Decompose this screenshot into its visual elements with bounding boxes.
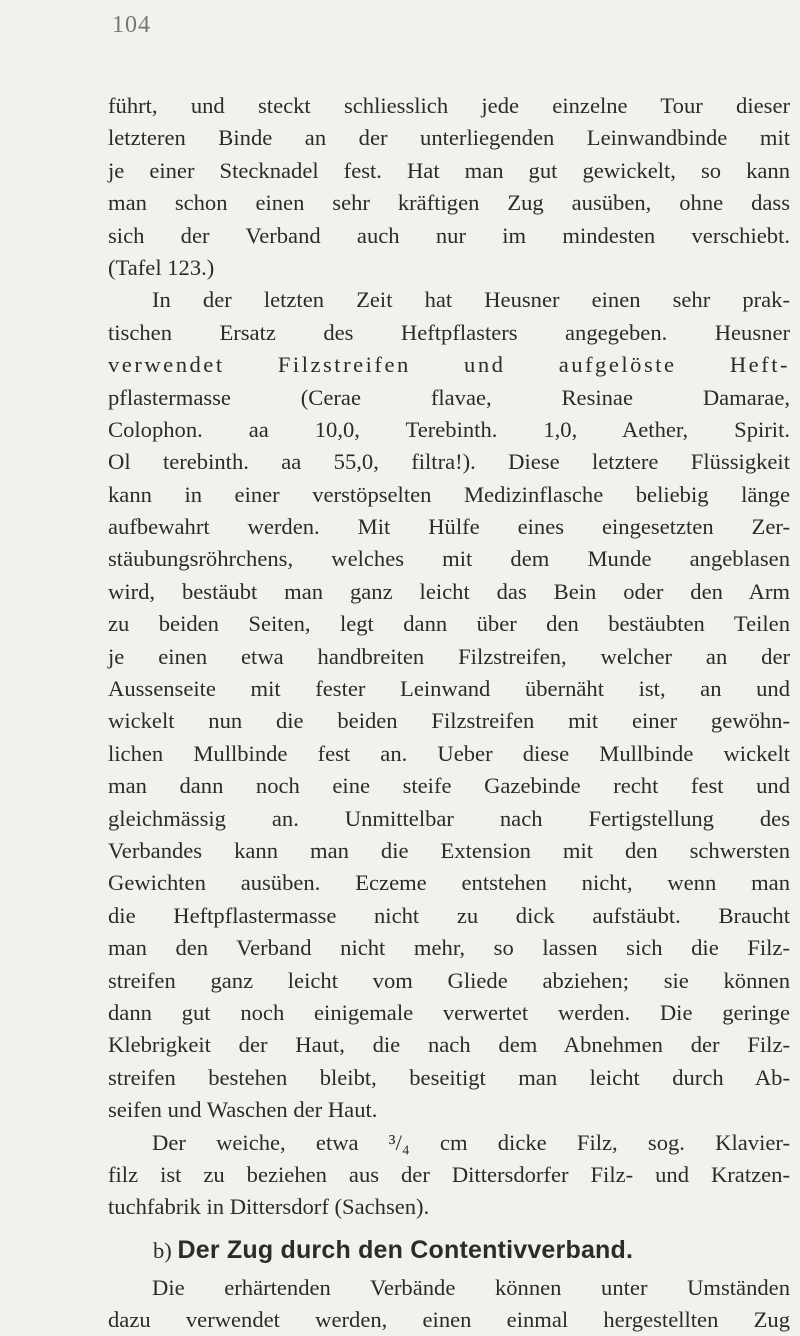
text-line: verwendet Filzstreifen und aufgelöste Heft-: [108, 352, 790, 378]
text-line: streifen ganz leicht vom Gliede abziehen; sie können: [108, 967, 790, 993]
text-line: Klebrigkeit der Haut, die nach dem Abnehmen der Filz-: [108, 1032, 790, 1058]
text-line: man schon einen sehr kräftigen Zug ausüben, ohne dass: [108, 190, 790, 216]
text-line: Colophon. aa 10,0, Terebinth. 1,0, Aether, Spirit.: [108, 416, 790, 442]
text-line: wickelt nun die beiden Filzstreifen mit einer gewöhn-: [108, 708, 790, 734]
text-line: je einer Stecknadel fest. Hat man gut gewickelt, so kann: [108, 157, 790, 183]
text-line: Ol terebinth. aa 55,0, filtra!). Diese letztere Flüssigkeit: [108, 449, 790, 475]
text-line: zu beiden Seiten, legt dann über den bestäubten Teilen: [108, 611, 790, 637]
text-line: lichen Mullbinde fest an. Ueber diese Mullbinde wickelt: [108, 740, 790, 766]
text-line: die Heftpflastermasse nicht zu dick aufstäubt. Braucht: [108, 902, 790, 928]
text-line: aufbewahrt werden. Mit Hülfe eines eingesetzten Zer-: [108, 514, 790, 540]
text-line: Gewichten ausüben. Eczeme entstehen nicht, wenn man: [108, 870, 790, 896]
paragraph-block: [108, 1272, 790, 1336]
page-number: 104: [112, 12, 151, 38]
text-line: führt, und steckt schliesslich jede einzelne Tour dieser: [108, 93, 790, 118]
section-label: b): [153, 1237, 172, 1263]
body-text: [108, 90, 790, 1336]
text-line: man den Verband nicht mehr, so lassen sich die Filz-: [108, 935, 790, 961]
text-line: tuchfabrik in Dittersdorf (Sachsen).: [108, 1194, 430, 1220]
section-heading: [108, 1228, 790, 1272]
text-line: Die erhärtenden Verbände können unter Umständen: [152, 1274, 790, 1300]
text-line: sich der Verband auch nur im mindesten verschiebt.: [108, 222, 790, 248]
text-line: dann gut noch einigemale verwertet werden. Die geringe: [108, 999, 790, 1025]
text-line: (Tafel 123.): [108, 254, 215, 280]
text-line: seifen und Waschen der Haut.: [108, 1097, 378, 1123]
text-line: letzteren Binde an der unterliegenden Leinwandbinde mit: [108, 125, 790, 151]
text-line: Aussenseite mit fester Leinwand übernäht ist, an und: [108, 676, 790, 702]
text-line: streifen bestehen bleibt, beseitigt man leicht durch Ab-: [108, 1064, 790, 1090]
text-line: kann in einer verstöpselten Medizinflasche beliebig länge: [108, 481, 790, 507]
text-line: wird, bestäubt man ganz leicht das Bein oder den Arm: [108, 578, 790, 604]
text-line: pflastermasse (Cerae flavae, Resinae Damarae,: [108, 384, 790, 410]
section-title: Der Zug durch den Contentivverband.: [177, 1235, 634, 1264]
text-line: gleichmässig an. Unmittelbar nach Fertigstellung des: [108, 805, 790, 831]
text-line: Verbandes kann man die Extension mit den schwersten: [108, 837, 790, 863]
text-line: In der letzten Zeit hat Heusner einen sehr prak-: [152, 287, 790, 313]
text-line: filz ist zu beziehen aus der Dittersdorfer Filz- und Kratzen-: [108, 1161, 790, 1187]
text-line: stäubungsröhrchens, welches mit dem Munde angeblasen: [108, 546, 790, 572]
text-line: je einen etwa handbreiten Filzstreifen, welcher an der: [108, 643, 790, 669]
text-line: tischen Ersatz des Heftpflasters angegeben. Heusner: [108, 319, 790, 345]
text-line: Der weiche, etwa ³/₄ cm dicke Filz, sog. Klavier-: [152, 1129, 790, 1155]
paragraph-block: [108, 90, 790, 1224]
text-line: man dann noch eine steife Gazebinde recht fest und: [108, 773, 790, 799]
text-line: dazu verwendet werden, einen einmal hergestellten Zug: [108, 1307, 790, 1333]
